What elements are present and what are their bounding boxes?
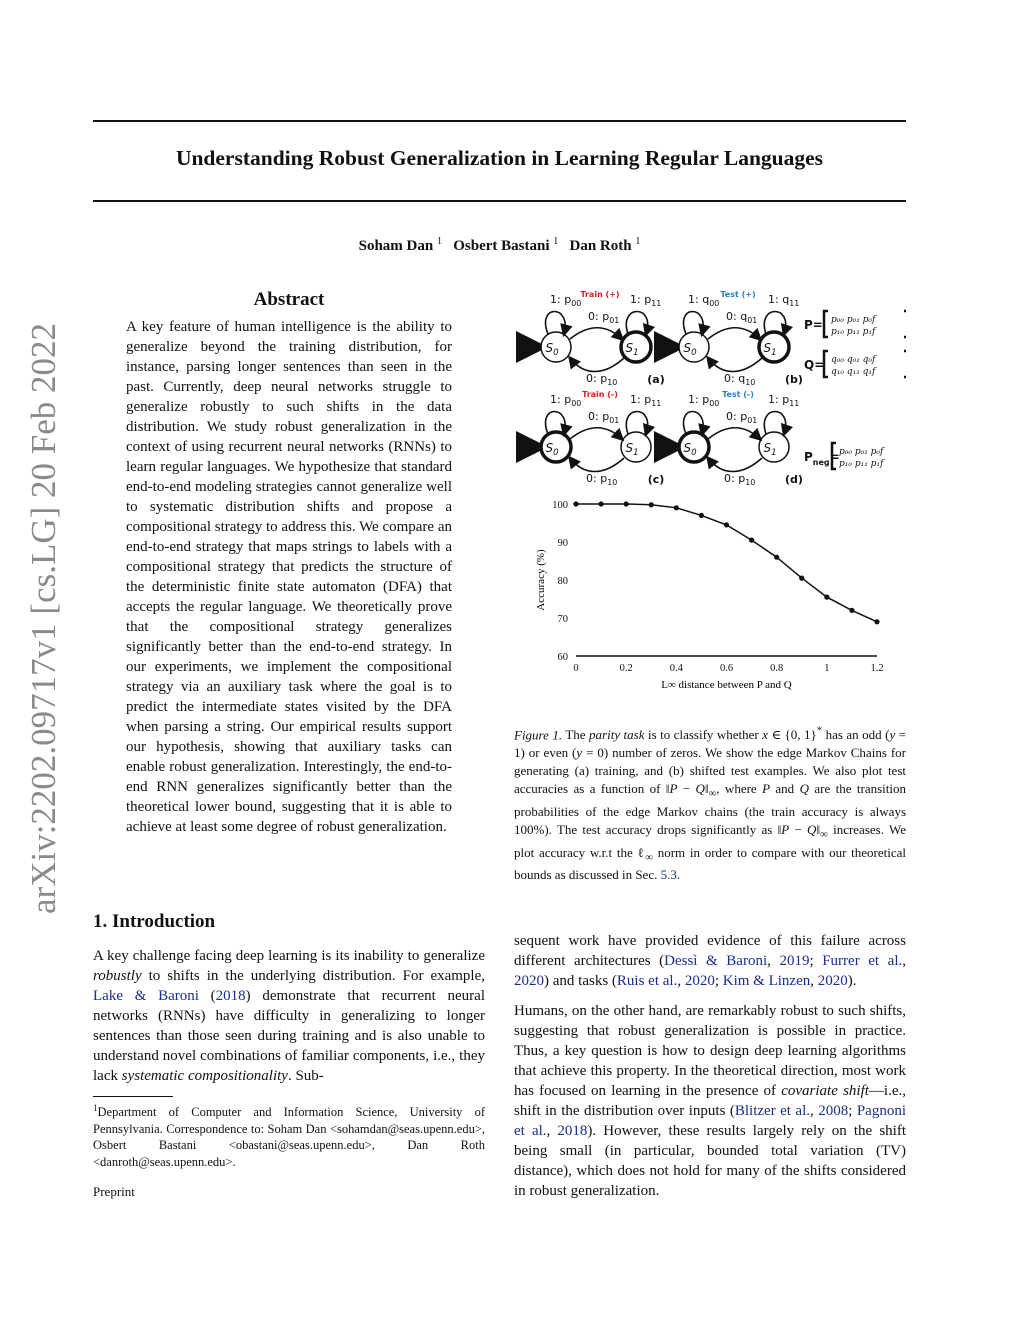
state-s0-label: $S_0$ [683,441,697,458]
chart-x-tick-label: 0.2 [619,663,633,674]
matrix-name: P= [804,318,823,332]
edge-label: 1: $q_{00}$ [688,293,720,308]
caption-text: The parity task is to classify whether x ∈ {0, 1}* has an odd (y = 1) or even (y = 0) number of zeros. We show the edge Markov Chains for generating (a) training, and (b) shifted test examples. We also plot test accuracies as a function of ‖P − $Q‖_\infty$, where P and Q are the transition probabilities of the edge Markov chains (the train accuracy is always 100%). The test accuracy drops significantly as ‖P − $Q‖_\infty$ increases. We plot accuracy w.r.t the ℓ$_\infty$ norm in order to compare with our theoretical bounds as discussed in Sec. 5.3. [514,725,907,883]
chart-data-point [573,501,578,506]
matrix-bracket-left [824,351,828,377]
footnote-mark: 1 [93,1103,98,1113]
matrix-bracket-right [904,311,906,337]
chart-y-tick-label: 80 [557,576,568,587]
chart-y-tick-label: 90 [557,538,568,549]
transition-matrix [804,351,906,377]
edge-label: 0: $p_{10}$ [586,472,618,487]
chart-data-point [598,501,603,506]
transition-10 [570,358,624,372]
chart-data-point [874,619,879,624]
intro-paragraph-right-2: Humans, on the other hand, are remarkably robust to such shifts, suggesting that robust generalization is possible in practice. Thus, a key question is how to design deep learning algorithms that achieve this property. In the theoretical direction, most work has focused on learning in the presence of covariate shift—i.e., shift in the distribution over inputs (Blitzer et al., 2008; Pagnoni et al., 2018). However, these results largely rely on the shift being small (in particular, bounded total variation (TV) distance), which does not hold for many of the shifts considered in robust generalization. [514,1003,906,1199]
panel-label: (c) [647,473,665,486]
intro-paragraph-left: A key challenge facing deep learning is its inability to generalize robustly to shifts in the underlying distribution. For example, Lake & Baroni (2018) demonstrate that recurrent neural networks (RNNs) have difficulty in generalizing to longer sentences than those seen during training and is also unable to understand novel combinations of familiar components, i.e., they lack systematic compositionality. Sub- [93,948,485,1084]
author-affiliation: 1 [635,236,641,247]
edge-label: 1: $p_{00}$ [688,393,720,408]
chart-data-point [699,513,704,518]
edge-label: 0: $p_{01}$ [588,410,620,425]
matrix-row: q₁₀ q₁₁ q₁f [831,367,876,377]
matrix-row: p₁₀ p₁₁ p₁f [831,327,876,337]
markov-panel [664,290,803,387]
matrix-row: q₀₀ q₀₁ q₀f [831,355,876,365]
chart-y-tick-label: 60 [557,652,568,663]
state-s0-label: $S_0$ [545,341,559,358]
self-loop-s0 [684,312,704,335]
panel-tag: Train (-) [582,390,618,399]
edge-label: 0: $p_{10}$ [724,472,756,487]
chart-data-point [824,595,829,600]
chart-x-tick-label: 0.4 [669,663,683,674]
matrix-row: p₀₀ p₀₁ p₀f [831,315,876,325]
state-s1-label: $S_1$ [625,441,639,458]
state-s1-label: $S_1$ [763,441,777,458]
section-heading: 1. Introduction [93,911,216,932]
chart-data-point [849,608,854,613]
state-s0-label: $S_0$ [545,441,559,458]
panel-label: (b) [785,373,803,386]
state-s1-label: $S_1$ [763,341,777,358]
author-affiliation: 1 [553,236,559,247]
state-s1-label: $S_1$ [625,341,639,358]
author-affiliation: 1 [436,236,442,247]
footnote-rule [93,1096,173,1097]
preprint-label: Preprint [93,1184,135,1199]
matrix-bracket-right [904,351,906,377]
markov-panel [526,290,665,387]
abstract-text: A key feature of human intelligence is the ability to generalize beyond the training distribution, for instance, parsing longer sentences than seen in the past. Currently, deep neural networks struggle to generalize robustly to such shifts in the data distribution. We study robust generalization in the context of using recurrent neural networks (RNNs) to learn regular languages. We hypothesize that standard end-to-end modeling strategies cannot generalize well to systematic distribution shifts and propose a compositional strategy to address this. We compare an end-to-end strategy that maps strings to labels with a compositional strategy that predicts the structure of the deterministic finite state automaton (DFA) that accepts the regular language. We theoretically prove that the compositional strategy generalizes significantly better than the end-to-end strategy. In our experiments, we implement the compositional strategy via an auxiliary task where the goal is to predict the intermediate states visited by the DFA when parsing a string. Our empirical results support our hypothesis, showing that auxiliary tasks can enable robust generalization. Interestingly, the end-to-end RNN generalizes significantly better than the theoretical lower bound, suggesting that it is able to achieve at least some degree of robust generalization. [126,319,452,835]
author-name: Dan Roth [569,238,632,254]
transition-matrix [804,311,906,337]
transition-10 [708,458,762,472]
chart-data-point [649,502,654,507]
edge-label: 1: $p_{00}$ [550,393,582,408]
matrix-bracket-left [824,311,828,337]
edge-label: 1: $q_{11}$ [768,293,800,308]
chart-x-tick-label: 1.2 [870,663,884,674]
figure-caption [514,722,906,884]
transition-10 [570,458,624,472]
title-rule-top [93,120,906,122]
edge-label: 1: $p_{11}$ [630,293,662,308]
intro-paragraph-right-1: sequent work have provided evidence of this failure across different architectures (Dessì & Baroni, 2019; Furrer et al., 2020) and tasks (Ruis et al., 2020; Kim & Linzen, 2020). [514,933,906,989]
panel-tag: Train (+) [580,290,620,299]
chart-x-axis-label: L∞ distance between P and Q [661,679,792,691]
self-loop-s0 [546,312,566,335]
chart-y-axis-label: Accuracy (%) [535,549,547,611]
matrix-name: Q= [804,358,825,372]
footnote [93,1100,485,1170]
self-loop-s1 [626,412,647,435]
transition-matrix [804,443,906,469]
edge-label: 0: $q_{10}$ [724,372,756,387]
footnote-text: Department of Computer and Information Science, University of Pennsylvania. Correspondence to: Soham Dan <sohamdan@seas.upenn.edu>, Osbert Bastani <obastani@seas.upenn.edu>, Dan Roth <danroth@seas.upenn.edu>. [93,1105,485,1169]
matrix-row: p₁₀ p₁₁ p₁f [839,459,884,469]
transition-01 [708,328,760,339]
self-loop-s1 [764,412,785,435]
title-rule-bottom [93,200,906,202]
markov-panel [526,390,664,487]
markov-panel [664,390,803,487]
chart-y-tick-label: 70 [557,614,568,625]
edge-label: 0: $p_{01}$ [726,410,758,425]
transition-01 [570,428,622,439]
state-s0-label: $S_0$ [683,341,697,358]
chart-data-point [749,538,754,543]
matrix-row: p₀₀ p₀₁ p₀f [839,447,884,457]
panel-tag: Test (-) [722,390,754,399]
edge-label: 1: $p_{00}$ [550,293,582,308]
chart-data-point [674,505,679,510]
edge-label: 1: $p_{11}$ [768,393,800,408]
chart-x-tick-label: 0 [573,663,579,674]
markov-chain-diagram [514,284,906,494]
edge-label: 0: $p_{01}$ [588,310,620,325]
chart-y-tick-label: 100 [552,500,568,511]
author-name: Osbert Bastani [453,238,550,254]
author-list [93,236,906,255]
edge-label: 0: $p_{10}$ [586,372,618,387]
arxiv-stamp: arXiv:2202.09717v1 [cs.LG] 20 Feb 2022 [24,322,63,914]
chart-x-tick-label: 1 [824,663,830,674]
chart-data-point [799,576,804,581]
chart-data-point [624,501,629,506]
accuracy-chart [514,494,906,694]
edge-label: 0: $q_{01}$ [726,310,758,325]
chart-data-point [724,522,729,527]
transition-01 [708,428,760,439]
edge-label: 1: $p_{11}$ [630,393,662,408]
author-name: Soham Dan [358,238,434,254]
matrix-name: $P_{neg}=$ [804,450,840,467]
transition-10 [708,358,762,372]
chart-series-line [576,504,877,622]
chart-x-tick-label: 0.8 [770,663,784,674]
chart-x-tick-label: 0.6 [719,663,734,674]
abstract-heading: Abstract [253,289,325,310]
caption-label: Figure 1. [514,727,563,743]
paper-title: Understanding Robust Generalization in Learning Regular Languages [175,146,824,170]
panel-label: (d) [785,473,803,486]
chart-data-point [774,555,779,560]
transition-01 [570,328,622,339]
panel-label: (a) [647,373,665,386]
panel-tag: Test (+) [720,290,756,299]
